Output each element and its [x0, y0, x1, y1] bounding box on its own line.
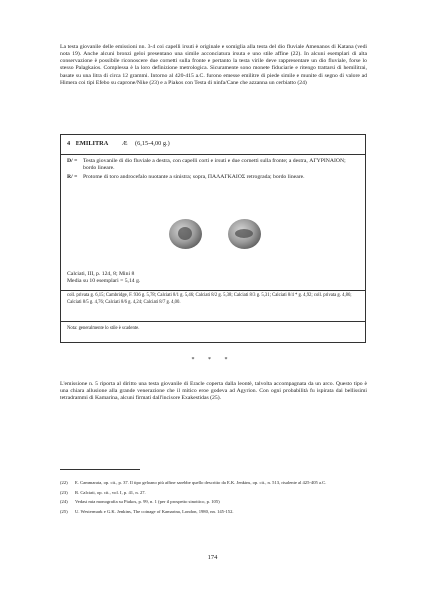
entry-descriptions	[61, 155, 365, 182]
second-paragraph: L'emissione n. 5 riporta al diritto una testa giovanile di Eracle coperta dalla leontè, talvolta accompagnata da un arco. Questo tipo è una chiara allusione alla grande venerazione che il mitico eroe godeva ad Agyrion. Con ogni probabilità fu ispirata dai bellissimi tetradrammi di Kamarina, alcuni firmati dall'incisore Exakestidas (25).	[60, 381, 367, 402]
catalog-entry-box	[60, 134, 366, 343]
entry-divider	[61, 321, 365, 322]
footnote-text: Vedasi mia monografia su Piakos, p. 99, n. 1 (per il prospetto sinottico, p. 105)	[75, 499, 220, 505]
intro-paragraph: La testa giovanile delle emissioni nn. 3-4 coi capelli irsuti è originale e somiglia alla testa del dio fluviale Amenanos di Katana (vedi nota 19). Anche alcuni bronzi geloi presentano una simile acconciatura irsuta e uno stile affine (22). In alcuni esemplari di alta conservazione è possibile riconoscere due cornetti sulla fronte e pertanto la testa virile deve rappresentare un dio fluviale, forse lo stesso Palagkaios. Complessa è la loro definizione metrologica. Sicuramente sono monete fiduciarie e ritengo trattarsi di hemilitrai, basate su una litra di circa 12 grammi. Intorno al 420-415 a.C. furono emesse emilitre di piede simile e munite di segno di valore ad Himera coi tipi Efebo su caprone/Nike (23) e a Piakos con Testa di ninfa/Cane che azzanna un cerbiatto (24)	[60, 44, 367, 86]
footnote	[60, 480, 370, 486]
coin-reverse-image	[228, 219, 261, 249]
footnote	[60, 509, 370, 515]
obverse-key: D/ =	[67, 158, 78, 164]
footnotes	[60, 480, 370, 518]
footnote-rule	[60, 469, 140, 470]
page-number: 174	[207, 554, 218, 561]
footnote-number: (24)	[60, 499, 68, 505]
section-separator: * * *	[191, 357, 234, 363]
footnote	[60, 499, 370, 505]
footnote-number: (23)	[60, 489, 68, 495]
entry-note: Nota: generalmente lo stile è scadente.	[67, 326, 140, 331]
average-weight-line: Media su 10 esemplari = 5,14 g.	[67, 278, 141, 285]
obverse-text: Testa giovanile di dio fluviale a destra, con capelli corti e irsuti e due cornetti sulla fronte; a destra, ΑΓΥΡΙΝΑΙΟΝ; bordo lineare.	[83, 158, 346, 172]
footnote	[60, 490, 370, 496]
footnote-text: E. Cammarata, op. cit., p. 37. Il tipo geloano più affine sarebbe quello descritto da E.K. Jenkins, op. cit., n. 513, risalente al 425-405 a.C.	[75, 480, 327, 485]
entry-denomination: EMILITRA	[75, 140, 109, 147]
entry-references	[67, 271, 140, 285]
entry-metal: Æ	[121, 140, 128, 147]
footnote-number: (22)	[60, 480, 68, 485]
reverse-text: Protome di toro androcefalo nuotante a sinistra; sopra, ΠΑΛΑΓΚΑΙΟΣ retrograda; bordo lineare.	[83, 174, 305, 181]
footnote-text: R. Calciati, op. cit., vol. I, p. 41, n. 27.	[75, 489, 146, 495]
specimen-list: coll. privata g. 6,15; Cambridge, F. 936 g. 5,78; Calciati 8/1 g. 5,46; Calciati 8/2 g. 5,38; Calciati 8/3 g. 5,31; Calciati 8/4 * g. 4,92; coll. privata g. 4,86; Calciati 8/5 g. 4,76; Calciati 8/6 g. 4,24; Calciati 8/7 g. 4,00.	[67, 293, 352, 305]
entry-header	[61, 135, 365, 155]
footnote-text: U. Westermark e G.K. Jenkins, The coinage of Kamarina, London, 1980, nn. 145-152.	[75, 508, 234, 514]
footnote-number: (25)	[60, 508, 68, 514]
obverse-row	[67, 158, 359, 172]
entry-divider	[61, 290, 365, 291]
entry-number: 4	[67, 140, 71, 147]
references-line: Calciati, III, p. 124, 8; Mini 8	[67, 271, 135, 277]
reverse-key: R/ =	[67, 174, 78, 181]
reverse-row	[67, 174, 359, 181]
entry-weight-range: (6,15-4,00 g.)	[135, 140, 170, 147]
coin-obverse-image	[169, 219, 202, 249]
